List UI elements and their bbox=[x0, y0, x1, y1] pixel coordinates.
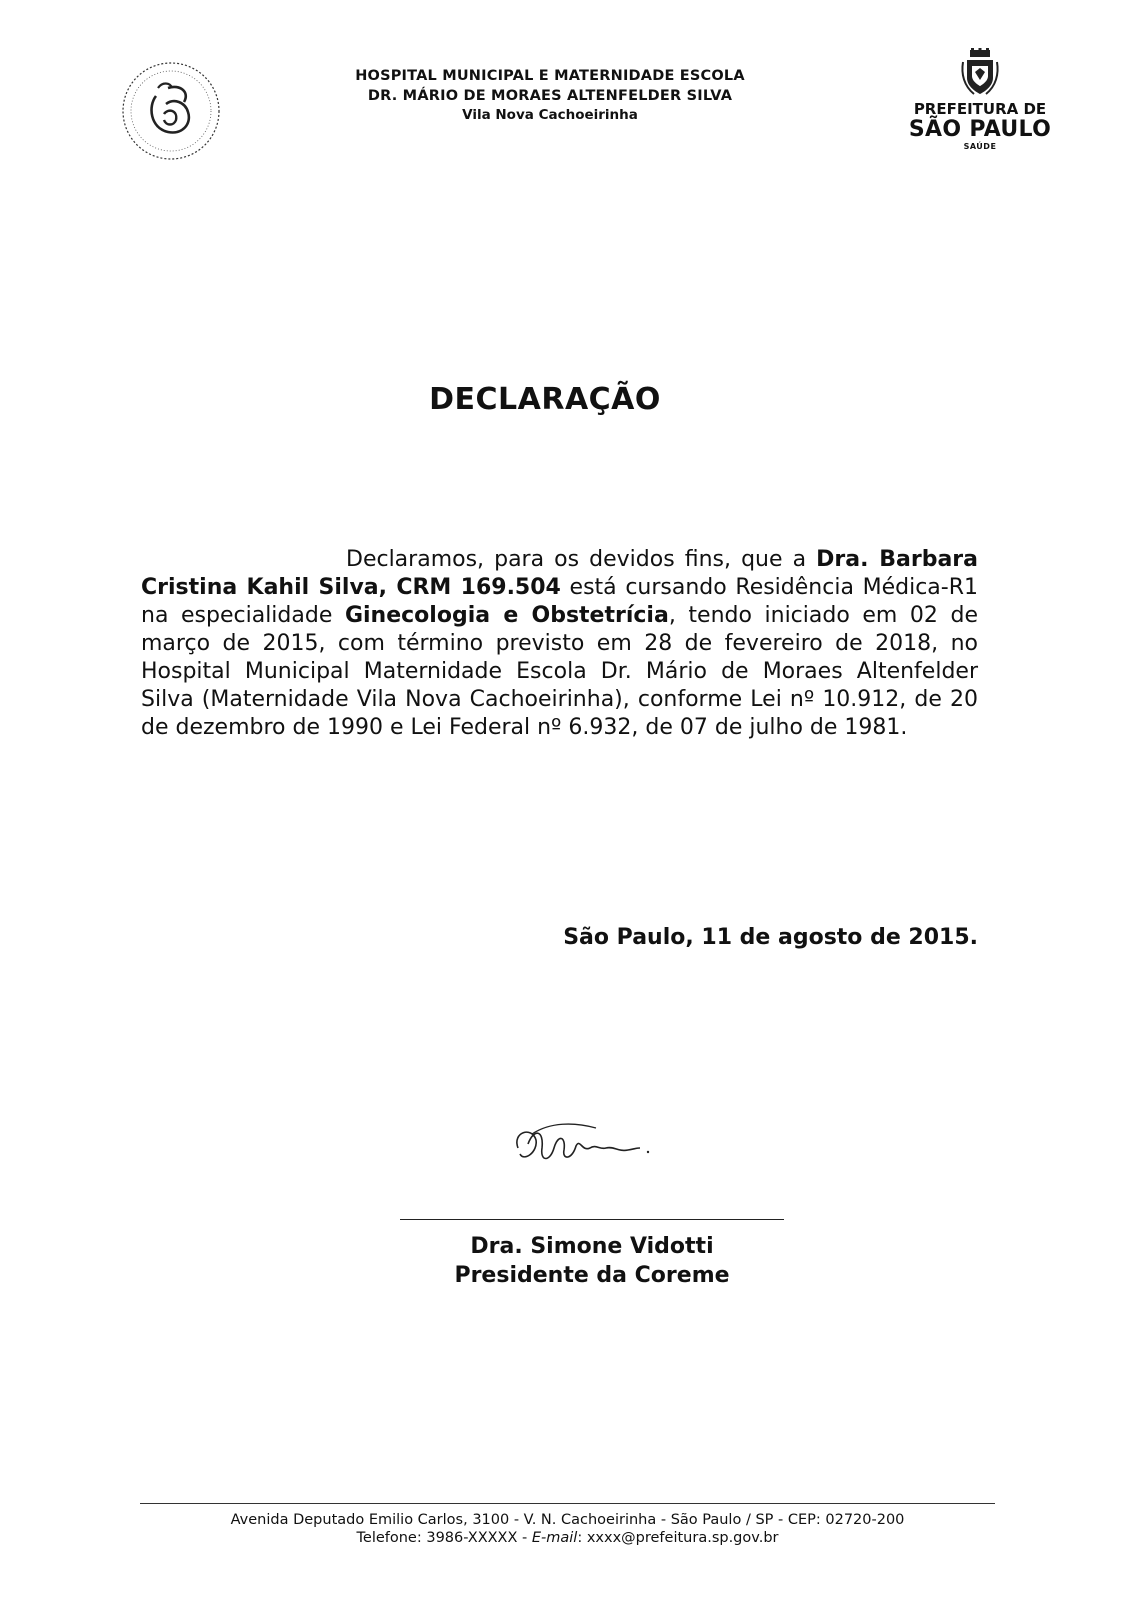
prefeitura-department: SAÚDE bbox=[963, 142, 997, 151]
hospital-header bbox=[300, 66, 800, 125]
document-title: DECLARAÇÃO bbox=[429, 382, 661, 417]
signature-line bbox=[400, 1219, 784, 1220]
body-text-part2: está cursando Residência Médica-R1 na especialidade bbox=[141, 575, 978, 628]
declaration-body bbox=[141, 546, 978, 742]
footer-email: : xxxx@prefeitura.sp.gov.br bbox=[577, 1530, 779, 1546]
signer-block bbox=[400, 1232, 784, 1290]
hospital-name-line1: HOSPITAL MUNICIPAL E MATERNIDADE ESCOLA bbox=[355, 68, 745, 84]
footer-divider bbox=[140, 1503, 995, 1504]
sao-paulo-crest-icon bbox=[960, 48, 1000, 98]
signer-name: Dra. Simone Vidotti bbox=[470, 1234, 714, 1259]
hospital-location: Vila Nova Cachoeirinha bbox=[462, 107, 638, 123]
maternity-seal-icon bbox=[118, 58, 224, 164]
specialty: Ginecologia e Obstetrícia bbox=[344, 603, 669, 628]
prefeitura-logo bbox=[900, 48, 1060, 152]
footer-phone: Telefone: 3986-XXXXX - bbox=[356, 1530, 532, 1546]
prefeitura-line1: PREFEITURA DE bbox=[913, 100, 1047, 118]
body-text-part3: , tendo iniciado em 02 de março de 2015, com término previsto em 28 de fevereiro de 2018, no Hospital Municipal Maternidade Escola Dr. Mário de Moraes Altenfelder Silva (Maternidade Vila Nova Cachoeirinha), conforme Lei nº 10.912, de 20 de dezembro de 1990 e Lei Federal nº 6.932, de 07 de julho de 1981. bbox=[141, 603, 979, 740]
handwritten-signature bbox=[510, 1118, 660, 1178]
date-line: São Paulo, 11 de agosto de 2015. bbox=[563, 925, 978, 950]
footer-address: Avenida Deputado Emilio Carlos, 3100 - V. N. Cachoeirinha - São Paulo / SP - CEP: 02720-200 bbox=[230, 1512, 905, 1528]
body-text-part1: Declaramos, para os devidos fins, que a bbox=[346, 547, 817, 572]
footer-email-label: E-mail bbox=[531, 1530, 578, 1546]
footer bbox=[140, 1511, 995, 1547]
prefeitura-line2: SÃO PAULO bbox=[908, 117, 1052, 142]
resident-name: Dra. Barbara Cristina Kahil Silva, CRM 169.504 bbox=[141, 547, 978, 600]
footer-contact bbox=[140, 1529, 995, 1547]
signer-role: Presidente da Coreme bbox=[454, 1263, 730, 1288]
hospital-name-line2: DR. MÁRIO DE MORAES ALTENFELDER SILVA bbox=[367, 88, 733, 104]
